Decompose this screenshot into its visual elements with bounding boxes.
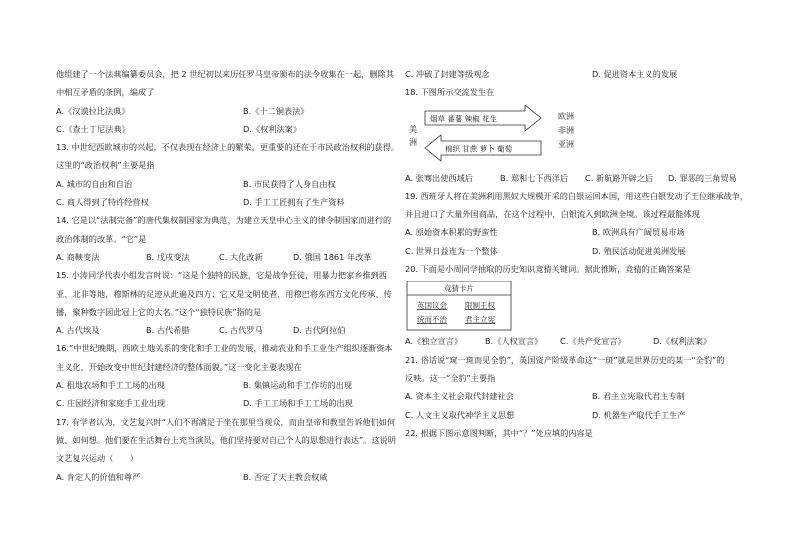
- card-keyword: 君主立宪: [465, 315, 495, 325]
- option: B. 市民获得了人身自由权: [243, 178, 336, 189]
- q18-options: [405, 172, 750, 185]
- q20-stem: 20. 下面是小周同学抽取的历史知识竞猜关键词。据此推断，竞猜的正确答案是: [405, 264, 691, 275]
- q21-stem-line: 21. 俗话说“窥一斑而见全豹”，英国资产阶级革命这“一斑”就是世界历史的某一“全豹”的: [405, 354, 725, 365]
- diagram-label-europe: 欧洲: [558, 111, 574, 121]
- right-column: [405, 68, 750, 445]
- q22-stem: 22. 根据下图示意图判断，其中“？”处应填的内容是: [405, 427, 593, 438]
- exchange-diagram: [405, 105, 750, 167]
- option: B. 否定了天主教会权威: [243, 471, 328, 482]
- q13-stem-line: 这里的“政治权利”主要是指: [56, 160, 155, 171]
- q17-stem-line: 做、如何想。他们要在生活舞台上充当演员，他们坚持要对自己个人的思想进行表达”。这说明: [56, 434, 396, 445]
- option: C.《共产党宣言》: [560, 336, 626, 347]
- card-title: 竞猜卡片: [444, 284, 474, 294]
- option: A. 张骞出使西域后: [405, 172, 473, 183]
- q21-options: [405, 390, 750, 403]
- q12-options: [56, 123, 400, 136]
- option: C. 新航路开辟之后: [585, 172, 654, 183]
- q17-stem-line: 17. 有学者认为，文艺复兴时“人们不再满足于坐在那里当观众，而由皇帝和教皇告诉他们如何: [56, 416, 396, 427]
- option: A. 城市的自由和自治: [56, 178, 133, 189]
- q19-stem-line: 并且进口了大量外国商品，在这个过程中，白银流入到欧洲全境。该过程最能体现: [405, 209, 700, 220]
- option: A. 古代埃及: [56, 325, 100, 336]
- option: D. 罪恶的三角贸易: [668, 172, 737, 183]
- option: C. 大化改新: [219, 251, 263, 262]
- diagram-label-asia: 亚洲: [558, 139, 574, 149]
- option: D. 手工工场和手工工场的出现: [243, 398, 353, 409]
- q12-stem-line: 中相互矛盾的条例，编成了: [56, 87, 155, 98]
- option: C. 冲破了封建等级观念: [405, 69, 490, 79]
- q19-options: [405, 226, 750, 239]
- q16-stem-line: 主义化，开始改变中世纪封建经济的整体面貌。”这一变化主要表现在: [56, 361, 302, 372]
- option: A. 原始资本积累的野蛮性: [405, 227, 498, 238]
- q18-stem: 18. 下图所示交流发生在: [405, 87, 495, 98]
- q15-stem-line: 亚、北非等地，穆斯林的足迹从此遍及四方；它又是文明使者，用穆巴将东西方文化传承、传: [56, 288, 392, 299]
- card-keyword: 统而不治: [417, 315, 447, 325]
- q20-options: [405, 335, 750, 348]
- option: D. 古代阿拉伯: [293, 325, 346, 336]
- option: C. 世界日益连为一个整体: [405, 245, 498, 256]
- guess-card-svg: [405, 281, 750, 331]
- q16-options: [56, 379, 400, 392]
- option: D. 殖民活动促进美洲发展: [592, 245, 686, 256]
- option: A.《汉谟拉比法典》: [56, 105, 130, 116]
- q14-stem-line: 政治体制的改革。“它”是: [56, 233, 147, 244]
- option: B. 戊戌变法: [146, 251, 190, 262]
- option: C.《查士丁尼法典》: [56, 123, 130, 134]
- q14-stem-line: 14. 它是以“法制完备”的唐代集权制国家为典范，为建立天皇中心主义的律令制国家而进行的: [56, 215, 392, 226]
- option: B. 欧洲具有广阔贸易市场: [592, 227, 685, 238]
- diagram-label-america-2: 洲: [409, 137, 417, 147]
- option: B. 古代希腊: [146, 325, 190, 336]
- option: C. 人文主义取代神学主义思想: [405, 409, 515, 420]
- card-keyword: 英国议会: [417, 301, 447, 311]
- q19-stem-line: 19. 西班牙人将在美洲利用黑奴大规模开采的白银运回本国，用这些白银发动了王位继承战争，: [405, 190, 749, 201]
- q16-options: [56, 397, 400, 410]
- option: C. 庄园经济和家庭手工业出现: [56, 398, 166, 409]
- q12-options: [56, 105, 400, 118]
- q17-stem-line: 文艺复兴运动（ ）: [56, 453, 138, 464]
- q16-stem-line: 16.“中世纪晚期，西欧土地关系的变化和手工业的发展，推动农业和手工业生产组织逐渐资本: [56, 343, 393, 354]
- q21-stem-line: 反映。这一“全豹”主要指: [405, 372, 496, 383]
- q15-options: [56, 324, 400, 337]
- option: D.《权利法案》: [653, 336, 712, 347]
- card-keyword: 限制王权: [465, 301, 495, 311]
- option: C. 古代罗马: [219, 325, 263, 336]
- q12-stem-line: 他组建了一个法典编纂委员会，把 2 世纪初以来历任罗马皇帝颁布的法令收集在一起，删除其: [56, 69, 394, 79]
- q17-options: [56, 471, 400, 484]
- q15-stem-line: 15. 小涛同学代表小组发言时说：“这是个独特的民族，它是战争狂徒，用暴力把家乡推到西: [56, 270, 387, 281]
- option: D. 俄国 1861 年改革: [293, 251, 372, 262]
- option: D. 促进资本主义的发展: [592, 69, 678, 79]
- q13-stem-line: 13. 中世纪西欧城市的兴起，不仅表现在经济上的繁荣，更重要的还在于市民政治权利的获得。: [56, 142, 400, 153]
- option: C. 商人得到了特许经营权: [56, 197, 149, 208]
- option: B. 郑和七下西洋后: [500, 172, 569, 183]
- option: B.《十二铜表法》: [243, 105, 309, 116]
- option: B. 君主立宪取代君主专制: [592, 391, 685, 402]
- exchange-diagram-svg: [405, 105, 750, 167]
- q21-options: [405, 409, 750, 422]
- q19-options: [405, 245, 750, 258]
- option: D. 机器生产取代手工生产: [592, 409, 686, 420]
- guess-card: [405, 281, 750, 331]
- q13-options: [56, 178, 400, 191]
- option: A. 商鞅变法: [56, 251, 100, 262]
- q15-stem-line: 播，聚种数字因此冠上它的大名。”这个“独特民族”指的是: [56, 306, 262, 317]
- diagram-label-america-1: 美: [409, 124, 417, 134]
- option: D. 手工工匠拥有了生产资料: [243, 197, 345, 208]
- option: A.《独立宣言》: [405, 336, 463, 347]
- arrow-right-items: 烟草 番薯 辣椒 花生: [430, 114, 498, 124]
- q17-options-cont: [405, 68, 750, 81]
- option: A. 租地农场和手工工场的出现: [56, 380, 165, 391]
- option: D.《权利法案》: [243, 123, 302, 134]
- left-column: [56, 68, 400, 489]
- q13-options: [56, 196, 400, 209]
- option: A. 肯定人的价值和尊严: [56, 471, 141, 482]
- option: A. 资本主义社会取代封建社会: [405, 391, 514, 402]
- q14-options: [56, 251, 400, 264]
- diagram-label-africa: 非洲: [558, 125, 574, 135]
- option: B.《人权宣言》: [485, 336, 543, 347]
- option: B. 集镇运动和手工作坊的出现: [243, 380, 353, 391]
- arrow-left-items: 棉织 甘蔗 萝卜 葡萄: [445, 144, 513, 154]
